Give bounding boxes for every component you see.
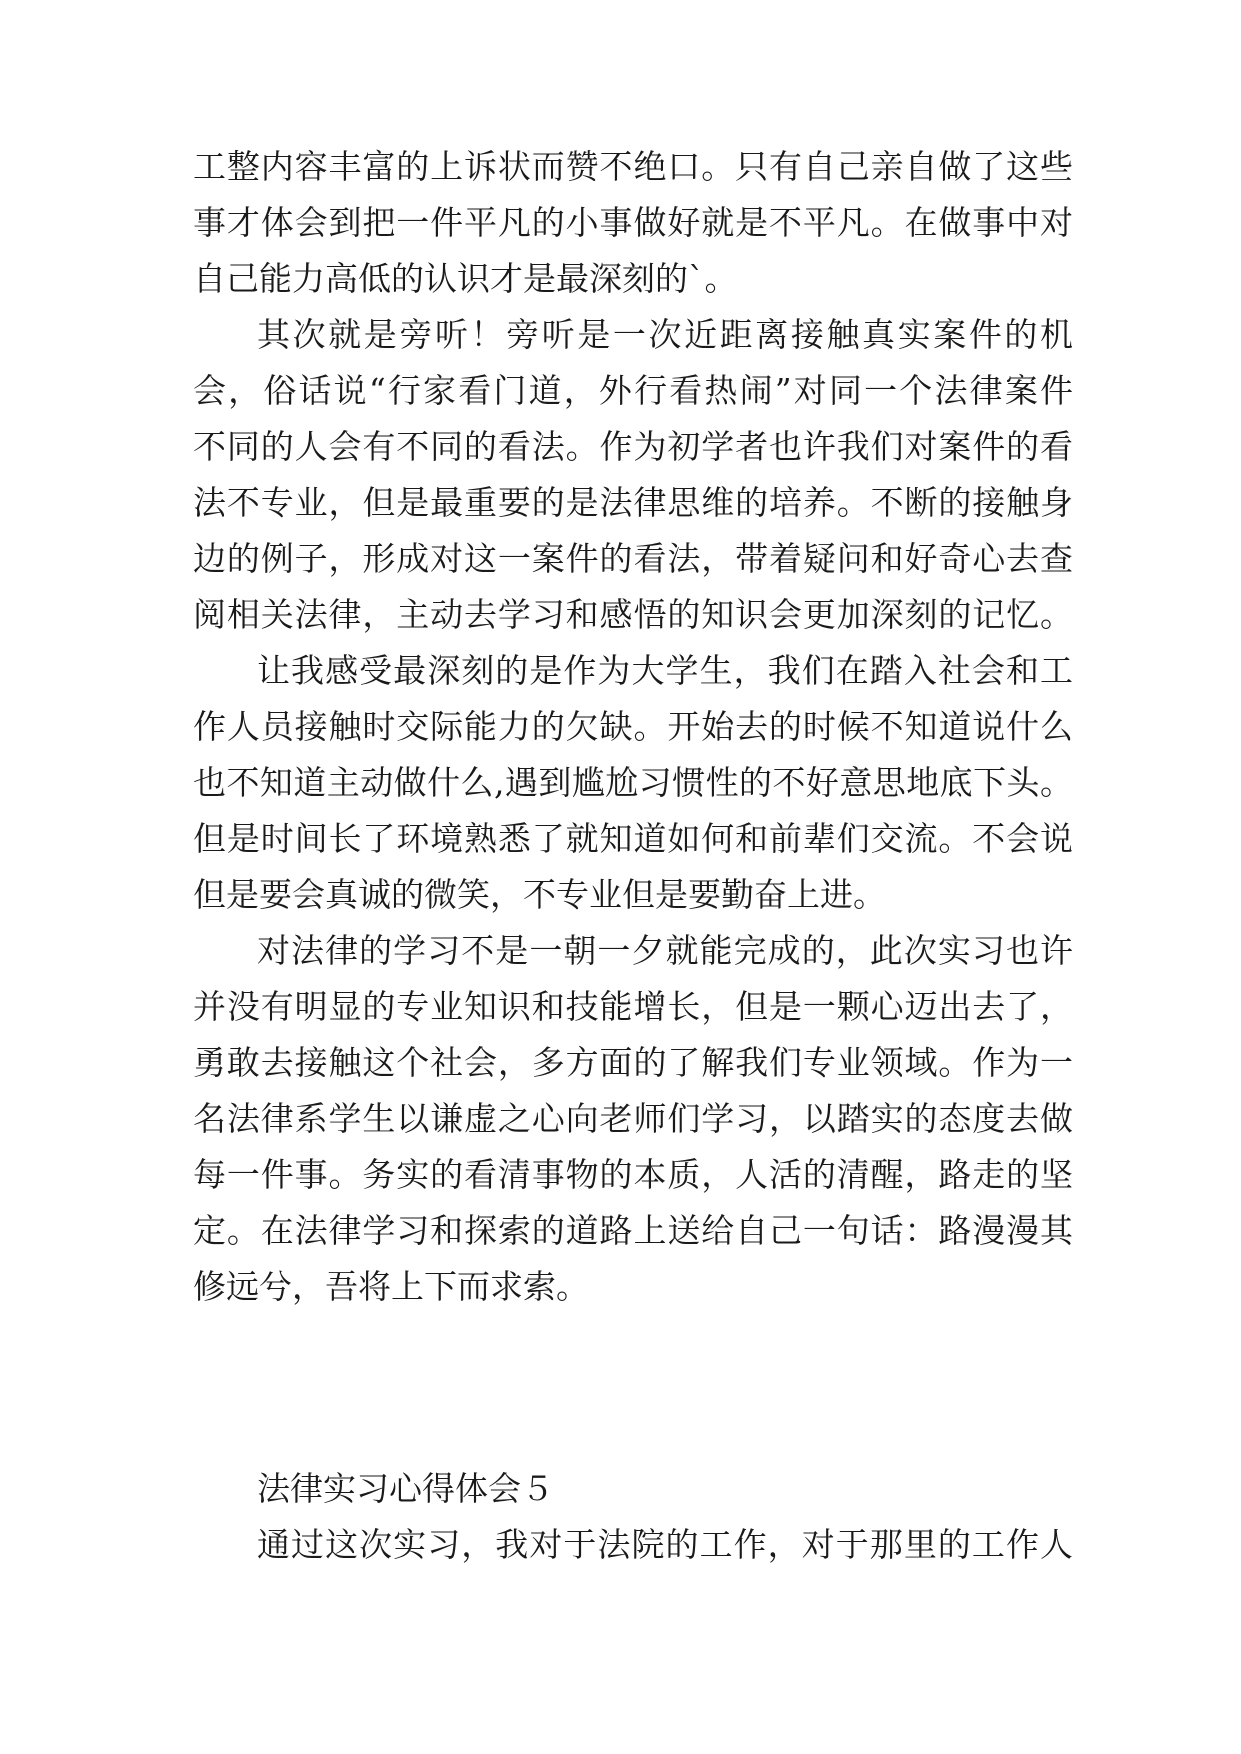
paragraph-4-line-7: 修远兮，吾将上下而求索。 <box>193 1267 589 1306</box>
paragraph-4-line-3: 勇敢去接触这个社会，多方面的了解我们专业领域。作为一 <box>193 1043 1073 1082</box>
paragraph-4-line-1: 对法律的学习不是一朝一夕就能完成的，此次实习也许 <box>257 931 1073 970</box>
paragraph-4-line-5: 每一件事。务实的看清事物的本质，人活的清醒，路走的坚 <box>193 1155 1073 1194</box>
paragraph-2-line-6: 阅相关法律，主动去学习和感悟的知识会更加深刻的记忆。 <box>193 595 1073 634</box>
paragraph-2-line-4: 法不专业，但是最重要的是法律思维的培养。不断的接触身 <box>193 483 1073 522</box>
paragraph-5-line-1: 通过这次实习，我对于法院的工作，对于那里的工作人 <box>257 1525 1073 1564</box>
paragraph-4-line-2: 并没有明显的专业知识和技能增长，但是一颗心迈出去了， <box>193 987 1073 1026</box>
paragraph-3-line-4: 但是时间长了环境熟悉了就知道如何和前辈们交流。不会说 <box>193 819 1073 858</box>
paragraph-2-line-5: 边的例子，形成对这一案件的看法，带着疑问和好奇心去查 <box>193 539 1073 578</box>
paragraph-2-line-1: 其次就是旁听！旁听是一次近距离接触真实案件的机 <box>257 315 1073 354</box>
section-heading: 法律实习心得体会５ <box>257 1469 554 1508</box>
paragraph-1-line-3: 自己能力高低的认识才是最深刻的`。 <box>193 259 738 298</box>
paragraph-3-line-5: 但是要会真诚的微笑，不专业但是要勤奋上进。 <box>193 875 886 914</box>
paragraph-3-line-1: 让我感受最深刻的是作为大学生，我们在踏入社会和工 <box>257 651 1073 690</box>
paragraph-3-line-3: 也不知道主动做什么,遇到尴尬习惯性的不好意思地底下头。 <box>193 763 1073 802</box>
paragraph-1-line-1: 工整内容丰富的上诉状而赞不绝口。只有自己亲自做了这些 <box>193 147 1073 186</box>
paragraph-4-line-6: 定。在法律学习和探索的道路上送给自己一句话：路漫漫其 <box>193 1211 1073 1250</box>
paragraph-1-line-2: 事才体会到把一件平凡的小事做好就是不平凡。在做事中对 <box>193 203 1073 242</box>
paragraph-2-line-3: 不同的人会有不同的看法。作为初学者也许我们对案件的看 <box>193 427 1073 466</box>
paragraph-2-line-2: 会，俗话说“行家看门道，外行看热闹”对同一个法律案件 <box>193 371 1073 410</box>
paragraph-4-line-4: 名法律系学生以谦虚之心向老师们学习，以踏实的态度去做 <box>193 1099 1073 1138</box>
paragraph-3-line-2: 作人员接触时交际能力的欠缺。开始去的时候不知道说什么 <box>193 707 1073 746</box>
